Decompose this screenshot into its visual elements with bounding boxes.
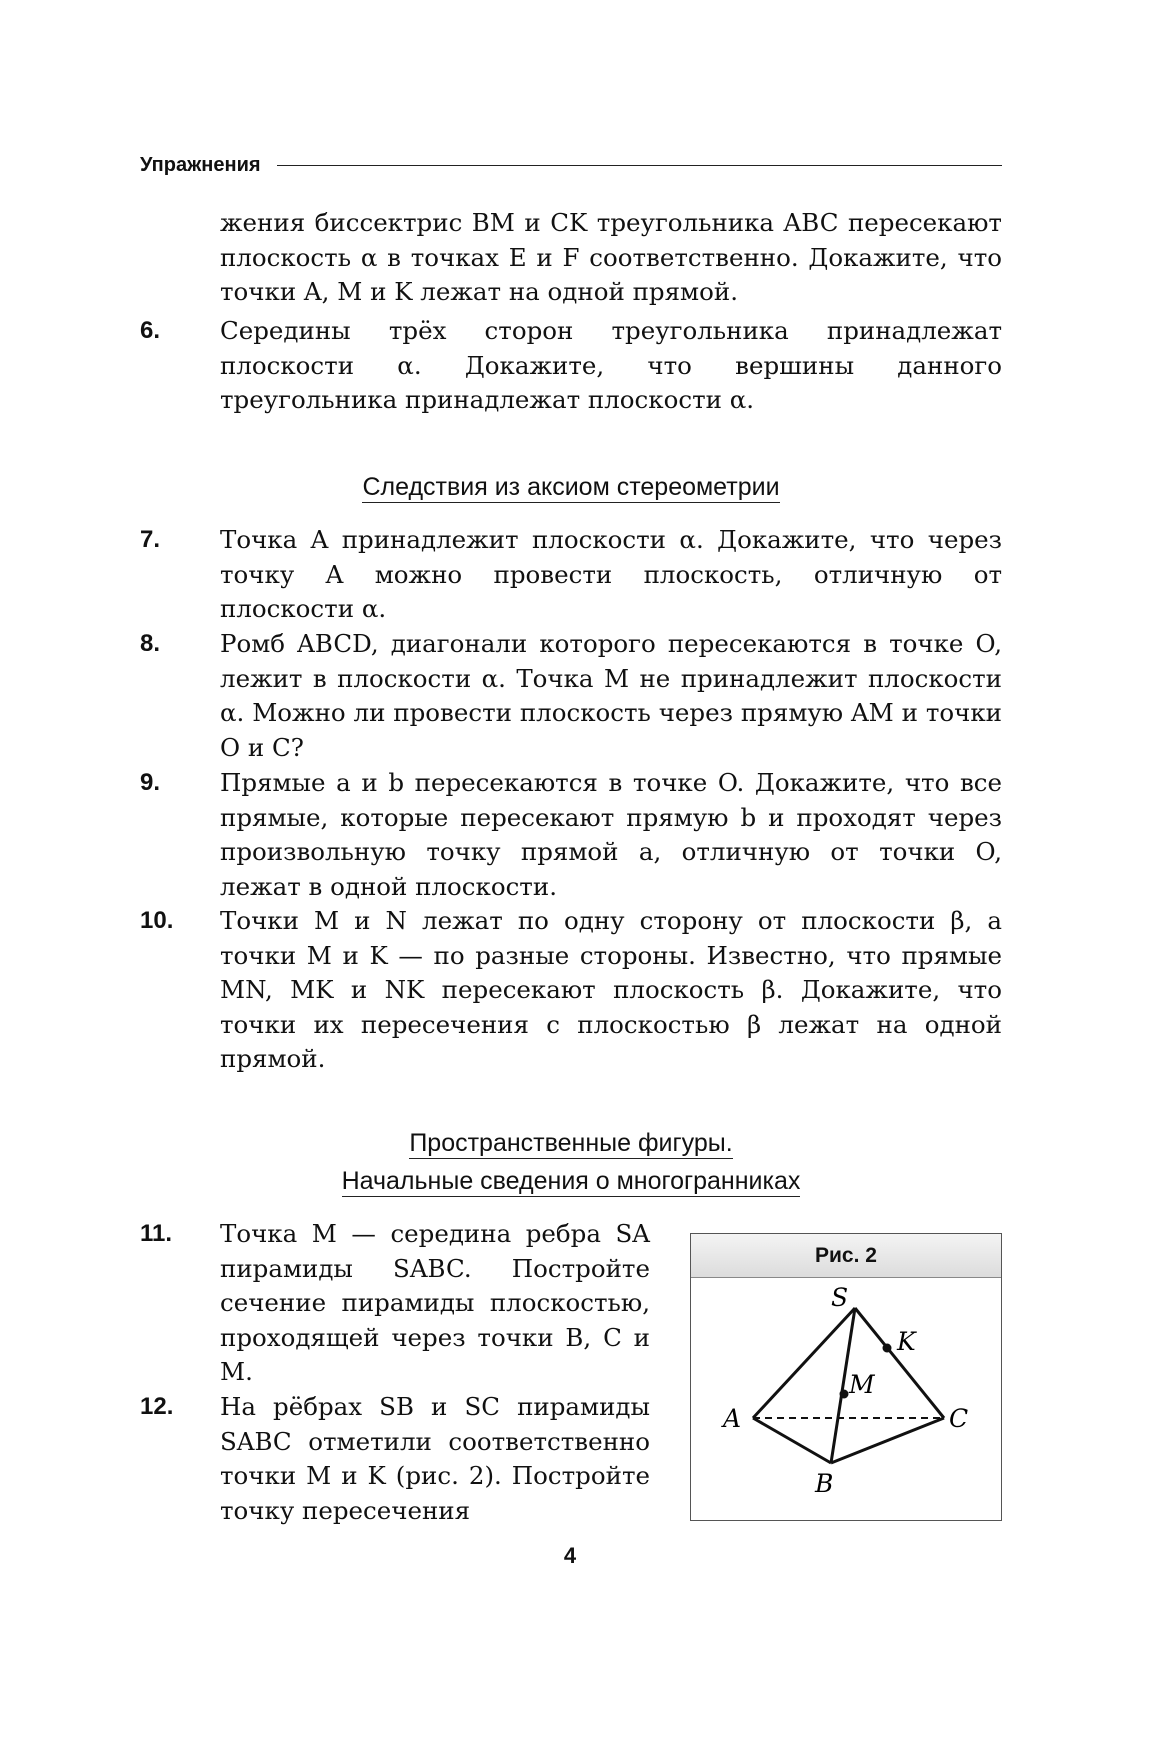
section-title-line1: Пространственные фигуры.	[409, 1129, 733, 1157]
label-c: C	[949, 1404, 969, 1433]
exercise-text: Ромб ABCD, диагонали которого пересекаются в точке O, лежит в плоскости α. Точка M не принадлежит плоскости α. Можно ли провести плоскость через прямую AM и точки O и C?	[220, 629, 1002, 762]
exercise-text: Прямые a и b пересекаются в точке O. Докажите, что все прямые, которые пересекают прямую b и проходят через произвольную точку прямой a, отличную от точки O, лежат в одной плоскости.	[220, 768, 1002, 901]
exercise-number: 7.	[140, 526, 161, 553]
exercise-number: 12.	[140, 1393, 174, 1420]
exercise-number: 9.	[140, 769, 161, 796]
exercise-text: жения биссектрис BM и CK треугольника ABC пересекают плоскость α в точках E и F соответственно. Докажите, что точки A, M и K лежат на одной прямой.	[220, 208, 1002, 306]
edge-sc	[855, 1308, 944, 1418]
exercise-text: Точка M — середина ребра SA пирамиды SABC. Постройте сечение пирамиды плоскостью, проходящей через точки B, C и M.	[220, 1219, 650, 1386]
figure-caption: Рис. 2	[691, 1234, 1001, 1278]
running-header	[140, 150, 1002, 180]
section-heading-corollaries	[140, 468, 1002, 506]
running-header-title: Упражнения	[140, 153, 261, 176]
exercise-text: Середины трёх сторон треугольника принадлежат плоскости α. Докажите, что вершины данного треугольника принадлежат плоскости α.	[220, 316, 1002, 414]
figure-2	[690, 1233, 1002, 1521]
section-title: Следствия из аксиом стереометрии	[362, 473, 780, 501]
point-k	[883, 1344, 892, 1353]
exercise-number: 8.	[140, 630, 161, 657]
header-rule	[277, 165, 1002, 166]
page-number: 4	[563, 1543, 577, 1568]
point-m	[840, 1390, 849, 1399]
exercise-text: Точка A принадлежит плоскости α. Докажите, что через точку A можно провести плоскость, отличную от плоскости α.	[220, 525, 1002, 623]
exercise-number: 6.	[140, 317, 161, 344]
label-b: B	[815, 1469, 834, 1498]
exercise-number: 11.	[140, 1220, 173, 1247]
label-k: K	[897, 1327, 916, 1356]
section-title-line2: Начальные сведения о многогранниках	[341, 1167, 801, 1195]
label-a: A	[723, 1404, 742, 1433]
pyramid-diagram	[691, 1278, 1000, 1520]
exercise-number: 10.	[140, 907, 174, 934]
exercise-text: Точки M и N лежат по одну сторону от плоскости β, а точки M и K — по разные стороны. Известно, что прямые MN, MK и NK пересекают плоскость β. Докажите, что точки их пересечения с плоскостью β лежат на одной прямой.	[220, 906, 1002, 1073]
exercise-text: На рёбрах SB и SC пирамиды SABC отметили соответственно точки M и K (рис. 2). Постройте точку пересечения	[220, 1392, 650, 1525]
label-m: M	[849, 1370, 875, 1399]
label-s: S	[831, 1283, 849, 1312]
section-heading-spatial-figures	[140, 1124, 1002, 1200]
edge-bc	[831, 1418, 944, 1463]
edge-ab	[753, 1418, 831, 1463]
